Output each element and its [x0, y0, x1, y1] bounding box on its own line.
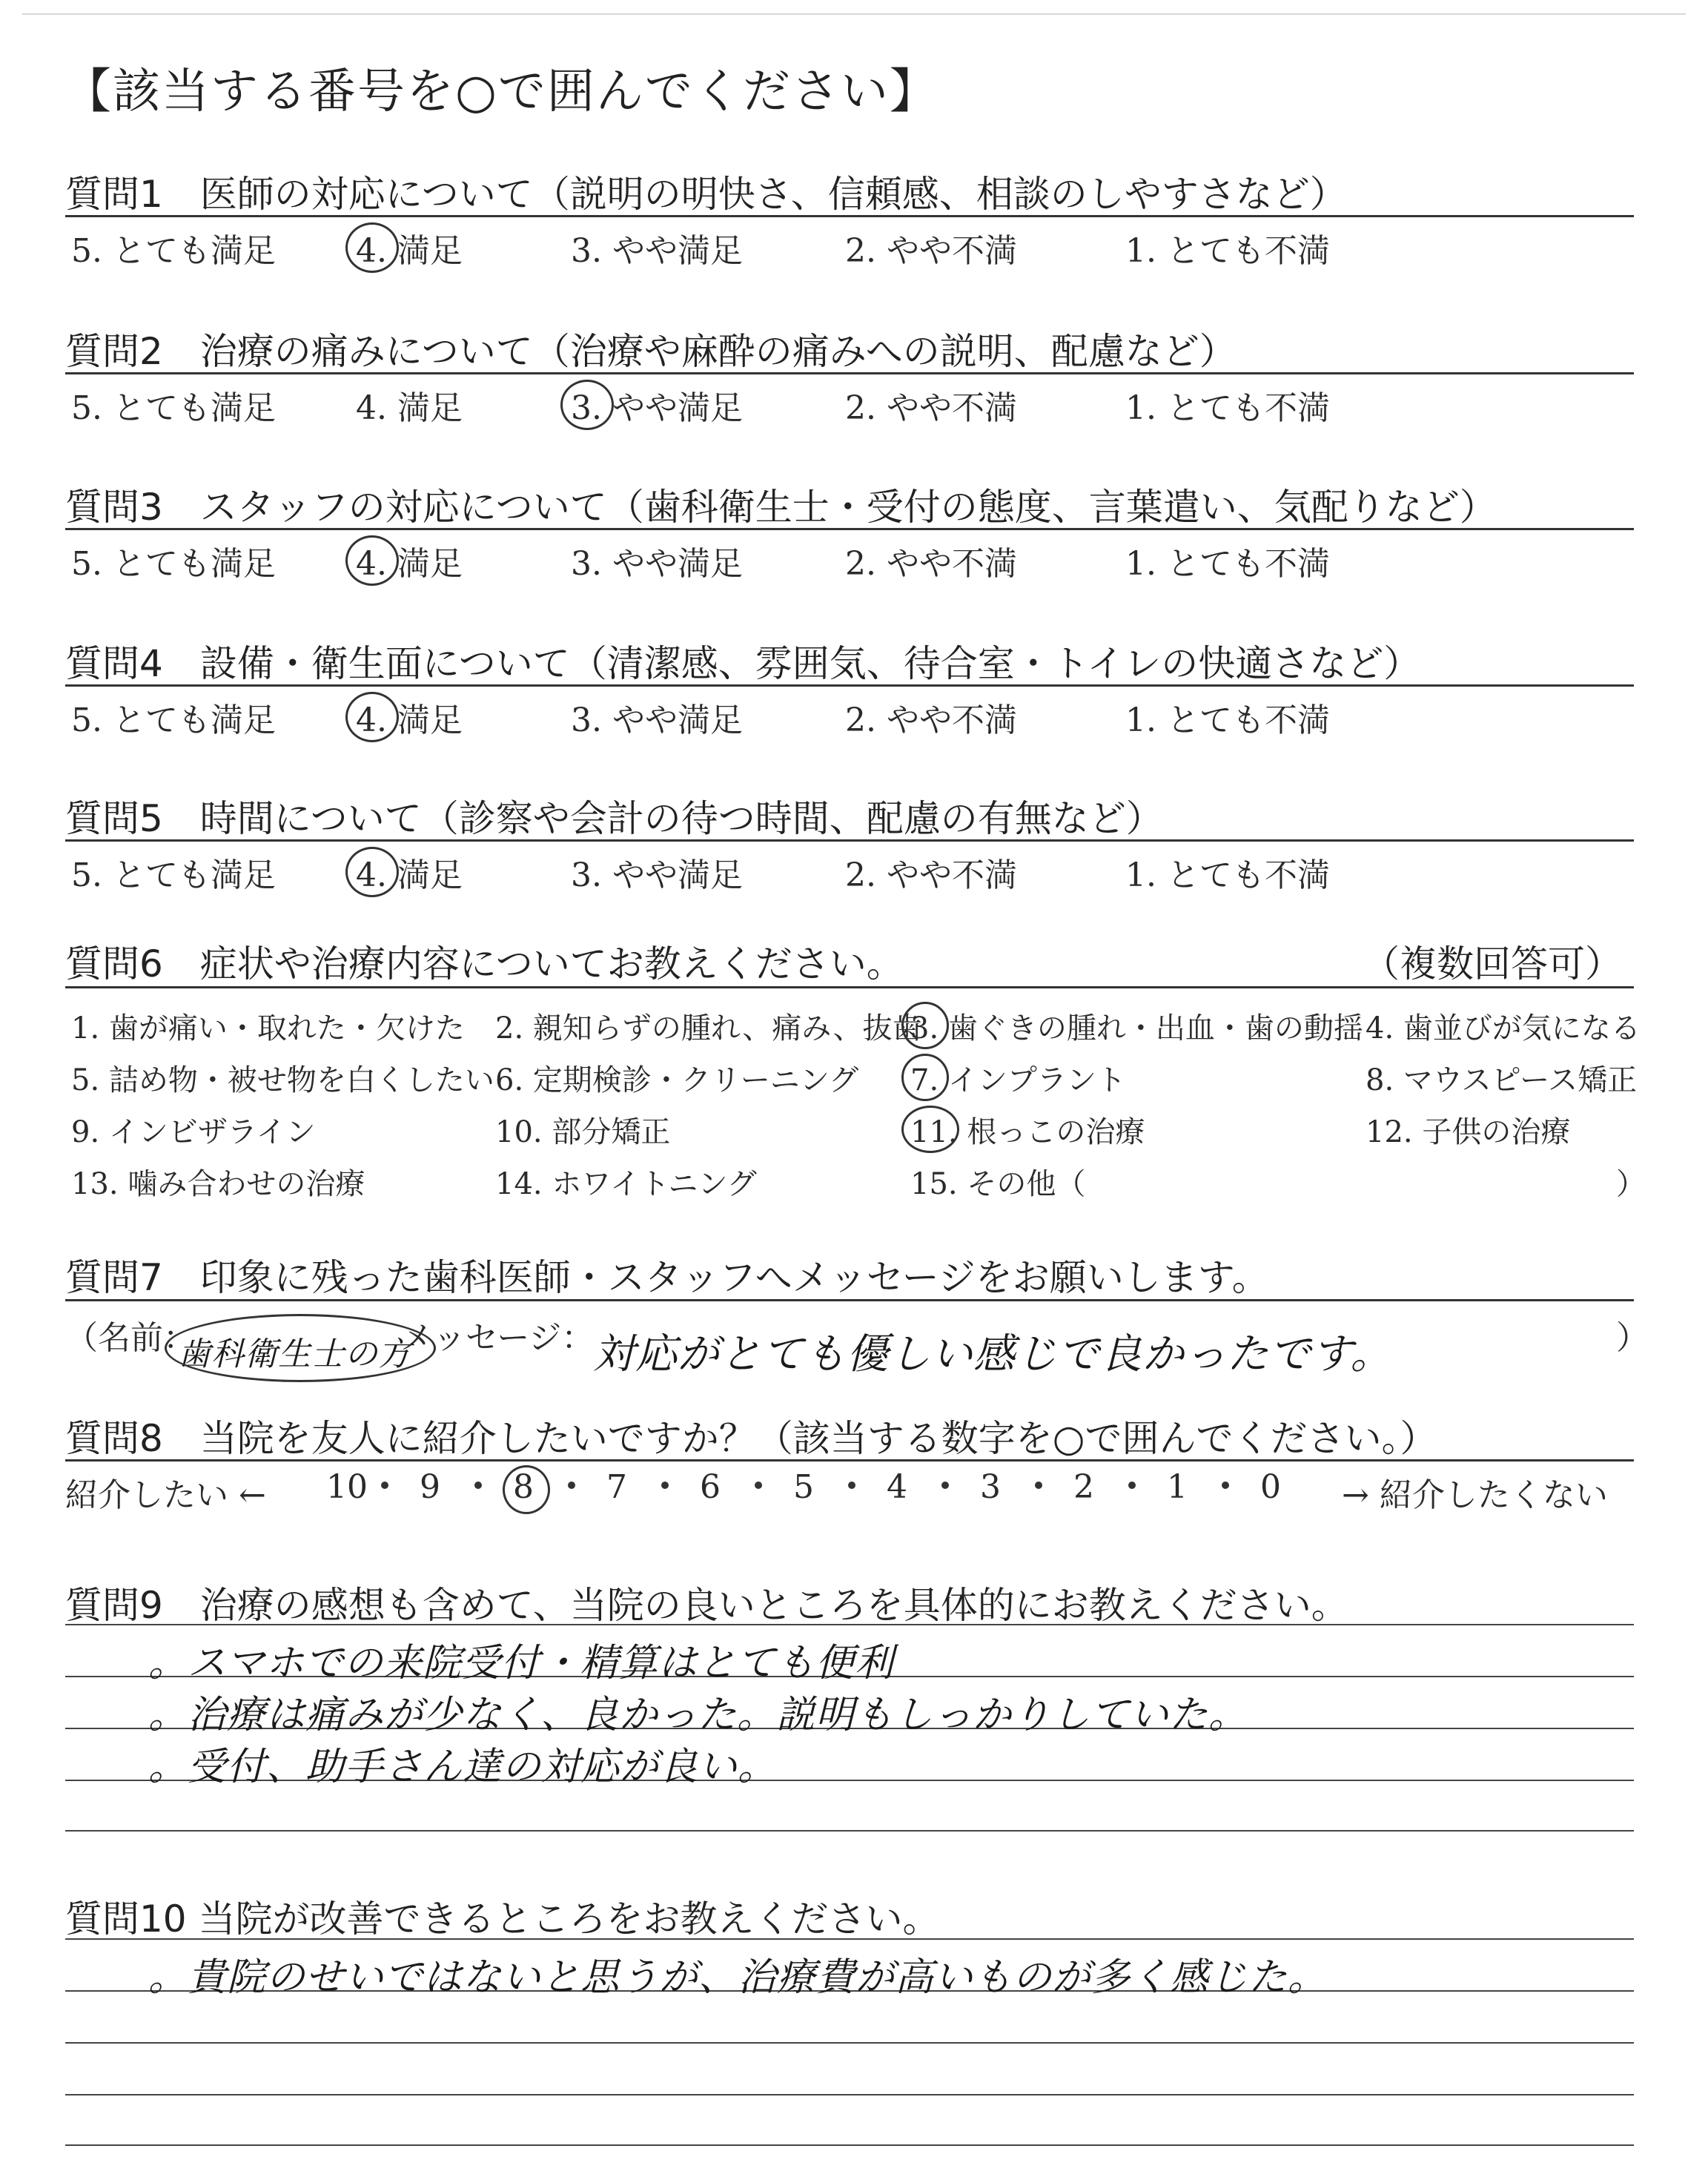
q3-rule	[65, 528, 1634, 530]
q9-rule-1	[65, 1624, 1634, 1625]
q8-title: 質問8 当院を友人に紹介したいですか？（該当する数字を○で囲んでください。）	[65, 1417, 1437, 1460]
q1-title: 質問1 医師の対応について（説明の明快さ、信頼感、相談のしやすさなど）	[65, 173, 1347, 216]
q4-option-3[interactable]: 3. やや満足	[571, 701, 743, 739]
q8-separator-dot	[1222, 1482, 1229, 1489]
q2-selection-circle	[560, 380, 614, 430]
q6-selection-circle-3	[901, 1002, 949, 1049]
q8-value-8[interactable]: 8	[513, 1468, 534, 1506]
q6-option-4[interactable]: 4. 歯並びが気になる	[1366, 1011, 1641, 1046]
q1-rule	[65, 215, 1634, 217]
q3-option-2[interactable]: 2. やや不満	[845, 545, 1017, 583]
q2-title: 質問2 治療の痛みについて（治療や麻酔の痛みへの説明、配慮など）	[65, 330, 1237, 373]
q3-option-1[interactable]: 1. とても不満	[1125, 545, 1330, 583]
q2-option-5[interactable]: 5. とても満足	[71, 389, 276, 427]
q8-value-10[interactable]: 10	[326, 1468, 368, 1506]
q10-rule-3	[65, 2042, 1634, 2044]
q8-left-label: 紹介したい ←	[65, 1476, 266, 1514]
q6-option-5[interactable]: 5. 詰め物・被せ物を白くしたい	[71, 1063, 494, 1097]
q6-option-14[interactable]: 14. ホワイトニング	[495, 1167, 757, 1201]
q3-option-4[interactable]: 4. 満足	[356, 545, 463, 583]
q2-rule	[65, 372, 1634, 374]
page-top-border	[22, 13, 1686, 15]
q8-separator-dot	[381, 1482, 388, 1489]
q3-option-5[interactable]: 5. とても満足	[71, 545, 276, 583]
q1-option-3[interactable]: 3. やや満足	[571, 232, 743, 270]
q9-line-3: 。受付、助手さん達の対応が良い。	[148, 1745, 778, 1789]
q6-option-3[interactable]: 3. 歯ぐきの腫れ・出血・歯の動揺	[910, 1011, 1363, 1046]
q5-selection-circle	[345, 847, 399, 897]
q8-value-9[interactable]: 9	[420, 1468, 440, 1506]
q6-rule	[65, 986, 1634, 988]
q8-separator-dot	[848, 1482, 855, 1489]
q5-option-4[interactable]: 4. 満足	[356, 856, 463, 894]
q8-value-6[interactable]: 6	[700, 1468, 721, 1506]
q6-option-2[interactable]: 2. 親知らずの腫れ、痛み、抜歯	[495, 1011, 922, 1046]
q3-selection-circle	[345, 535, 399, 586]
q5-option-3[interactable]: 3. やや満足	[571, 856, 743, 894]
q6-selection-circle-11	[901, 1106, 959, 1153]
q10-title: 質問10 当院が改善できるところをお教えください。	[65, 1898, 940, 1941]
q6-option-15[interactable]: 15. その他（	[910, 1167, 1086, 1201]
q5-option-5[interactable]: 5. とても満足	[71, 856, 276, 894]
q9-rule-5	[65, 1830, 1634, 1832]
q9-title: 質問9 治療の感想も含めて、当院の良いところを具体的にお教えください。	[65, 1584, 1348, 1627]
q8-value-2[interactable]: 2	[1073, 1468, 1094, 1506]
q4-option-5[interactable]: 5. とても満足	[71, 701, 276, 739]
q6-option-6[interactable]: 6. 定期検診・クリーニング	[495, 1063, 859, 1097]
q2-option-4[interactable]: 4. 満足	[356, 389, 463, 427]
q5-option-1[interactable]: 1. とても不満	[1125, 856, 1330, 894]
q8-separator-dot	[755, 1482, 762, 1489]
q5-option-2[interactable]: 2. やや不満	[845, 856, 1017, 894]
q7-rule	[65, 1299, 1634, 1301]
q8-separator-dot	[661, 1482, 669, 1489]
q3-title: 質問3 スタッフの対応について（歯科衛生士・受付の態度、言葉遣い、気配りなど）	[65, 486, 1497, 529]
q8-rule	[65, 1459, 1634, 1462]
q6-option-13[interactable]: 13. 噛み合わせの治療	[71, 1167, 365, 1201]
q2-option-3[interactable]: 3. やや満足	[571, 389, 743, 427]
q10-rule-1	[65, 1938, 1634, 1940]
q4-rule	[65, 684, 1634, 687]
q6-option-7[interactable]: 7. インプラント	[910, 1063, 1126, 1097]
q10-line-1: 。貴院のせいではないと思うが、治療費が高いものが多く感じた。	[148, 1955, 1328, 2000]
q8-separator-dot	[1035, 1482, 1042, 1489]
q9-line-1: 。スマホでの来院受付・精算はとても便利	[148, 1641, 894, 1685]
q6-option-12[interactable]: 12. 子供の治療	[1366, 1115, 1571, 1149]
q3-option-3[interactable]: 3. やや満足	[571, 545, 743, 583]
q7-message-label: メッセージ：	[400, 1319, 595, 1357]
q8-right-label: → 紹介したくない	[1342, 1476, 1608, 1514]
q8-value-0[interactable]: 0	[1260, 1468, 1281, 1506]
q5-rule	[65, 839, 1634, 842]
q1-option-4[interactable]: 4. 満足	[356, 232, 463, 270]
q7-name-circle	[165, 1314, 436, 1382]
q7-message-value: 対応がとても優しい感じで良かったです。	[593, 1330, 1393, 1378]
q6-selection-circle-7	[901, 1054, 949, 1101]
q6-title: 質問6 症状や治療内容についてお教えください。	[65, 942, 904, 985]
q8-value-1[interactable]: 1	[1167, 1468, 1188, 1506]
q4-option-1[interactable]: 1. とても不満	[1125, 701, 1330, 739]
q2-option-1[interactable]: 1. とても不満	[1125, 389, 1330, 427]
q1-selection-circle	[345, 222, 399, 273]
q6-option-1[interactable]: 1. 歯が痛い・取れた・欠けた	[71, 1011, 465, 1046]
q4-option-2[interactable]: 2. やや不満	[845, 701, 1017, 739]
q8-separator-dot	[568, 1482, 575, 1489]
q8-value-7[interactable]: 7	[606, 1468, 627, 1506]
q8-separator-dot	[941, 1482, 949, 1489]
q6-option-8[interactable]: 8. マウスピース矯正	[1366, 1063, 1638, 1097]
q9-line-2: 。治療は痛みが少なく、良かった。説明もしっかりしていた。	[148, 1693, 1248, 1737]
page-title: 【該当する番号を○で囲んでください】	[64, 65, 939, 119]
q4-selection-circle	[345, 692, 399, 742]
q7-name-label: （名前：	[65, 1319, 196, 1357]
q7-close-paren: ）	[1616, 1319, 1649, 1357]
q8-separator-dot	[474, 1482, 482, 1489]
q8-value-3[interactable]: 3	[980, 1468, 1001, 1506]
q1-option-2[interactable]: 2. やや不満	[845, 232, 1017, 270]
q5-title: 質問5 時間について（診察や会計の待つ時間、配慮の有無など）	[65, 797, 1163, 840]
q6-option-10[interactable]: 10. 部分矯正	[495, 1115, 671, 1149]
q4-option-4[interactable]: 4. 満足	[356, 701, 463, 739]
q8-selection-circle	[503, 1465, 550, 1514]
q10-rule-4	[65, 2094, 1634, 2095]
q1-option-5[interactable]: 5. とても満足	[71, 232, 276, 270]
q6-option-9[interactable]: 9. インビザライン	[71, 1115, 316, 1149]
q6-option-11[interactable]: 11. 根っこの治療	[910, 1115, 1145, 1149]
q2-option-2[interactable]: 2. やや不満	[845, 389, 1017, 427]
q8-value-4[interactable]: 4	[887, 1468, 907, 1506]
q4-title: 質問4 設備・衛生面について（清潔感、雰囲気、待合室・トイレの快適さなど）	[65, 642, 1421, 685]
q7-title: 質問7 印象に残った歯科医師・スタッフへメッセージをお願いします。	[65, 1256, 1269, 1299]
q8-separator-dot	[1128, 1482, 1136, 1489]
q7-name-value: 歯科衛生士の方	[178, 1335, 411, 1373]
q10-rule-5	[65, 2144, 1634, 2146]
q6-other-close: ）	[1616, 1167, 1646, 1201]
q1-option-1[interactable]: 1. とても不満	[1125, 232, 1330, 270]
q8-value-5[interactable]: 5	[793, 1468, 814, 1506]
q6-note: （複数回答可）	[1363, 942, 1622, 985]
